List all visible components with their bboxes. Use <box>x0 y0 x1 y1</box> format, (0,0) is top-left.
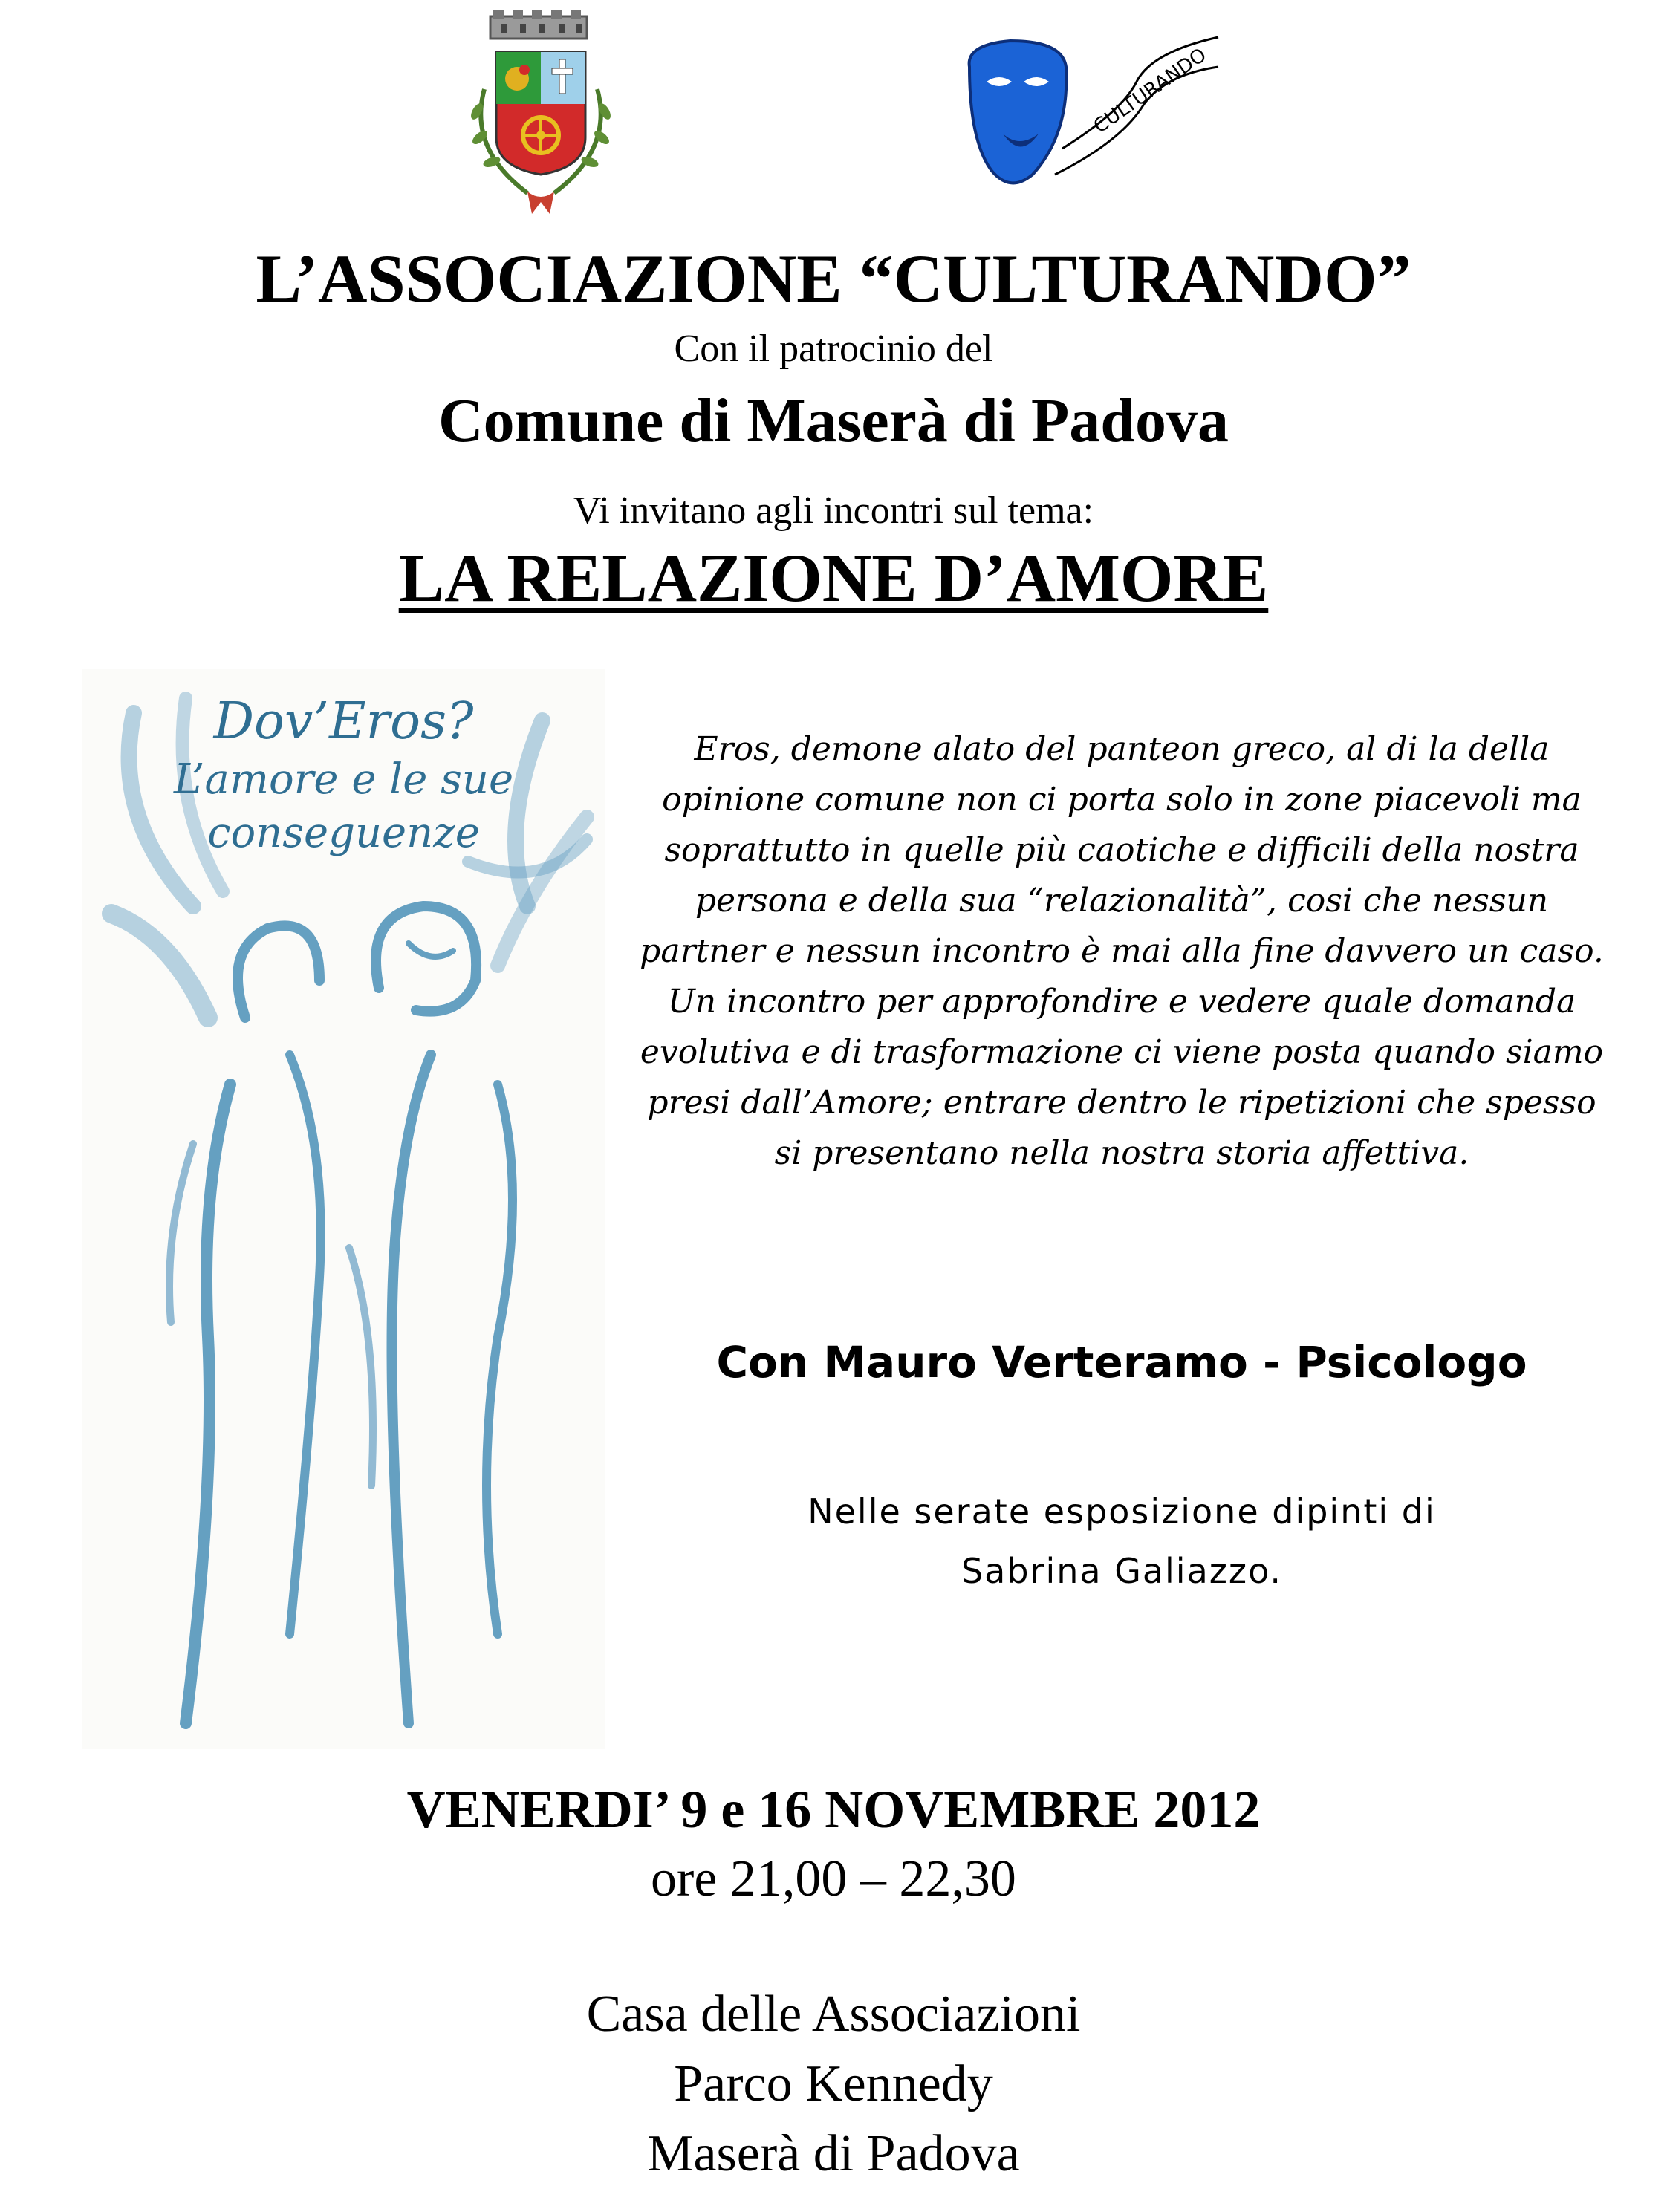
exhibition-note <box>639 1482 1605 1601</box>
venue-line2: Parco Kennedy <box>674 2055 993 2112</box>
association-title: L’ASSOCIAZIONE “CULTURANDO” <box>256 241 1411 316</box>
theatre-mask-icon <box>951 22 1226 208</box>
poster-title <box>82 691 605 860</box>
municipal-coat-of-arms-icon <box>438 7 661 230</box>
exhibition-line1: Nelle serate esposizione dipinti di <box>807 1492 1436 1532</box>
event-theme-text: LA RELAZIONE D’AMORE <box>398 540 1269 616</box>
watercolor-poster <box>82 669 605 1749</box>
description-paragraph: Eros, demone alato del panteon greco, al di la della opinione comune non ci porta solo in zone piacevoli ma soprattutto in quelle più caotiche e difficili della nostra persona e della sua “relazionalità”, cosi che nessun partner e nessun incontro è mai alla fine davvero un caso. <box>640 730 1604 970</box>
svg-text:CULTURANDO: CULTURANDO <box>1089 44 1211 138</box>
municipality-name: Comune di Maserà di Padova <box>438 386 1229 455</box>
venue-line3: Maserà di Padova <box>647 2125 1020 2182</box>
poster-title-line2: L’amore e le sue <box>173 755 514 804</box>
invite-line: Vi invitano agli incontri sul tema: <box>573 489 1094 532</box>
patronage-line: Con il patrocinio del <box>674 328 993 370</box>
poster-title-line1: Dov’Eros? <box>213 692 474 751</box>
poster-title-line3: conseguenze <box>207 809 480 857</box>
venue-address <box>0 1980 1667 2189</box>
description-paragraph: Un incontro per approfondire e vedere quale domanda evolutiva e di trasformazione ci viene posta quando siamo presi dall’Amore; entrare dentro le ripetizioni che spesso si presentano nella nostra storia affettiva. <box>640 983 1604 1172</box>
venue-line1: Casa delle Associazioni <box>586 1985 1081 2043</box>
speaker-line: Con Mauro Verteramo - Psicologo <box>716 1337 1527 1388</box>
event-dates: VENERDI’ 9 e 16 NOVEMBRE 2012 <box>406 1780 1261 1839</box>
exhibition-line2: Sabrina Galiazzo. <box>961 1551 1283 1591</box>
event-description <box>639 724 1605 1179</box>
event-hours: ore 21,00 – 22,30 <box>651 1850 1016 1907</box>
event-theme <box>0 539 1667 617</box>
